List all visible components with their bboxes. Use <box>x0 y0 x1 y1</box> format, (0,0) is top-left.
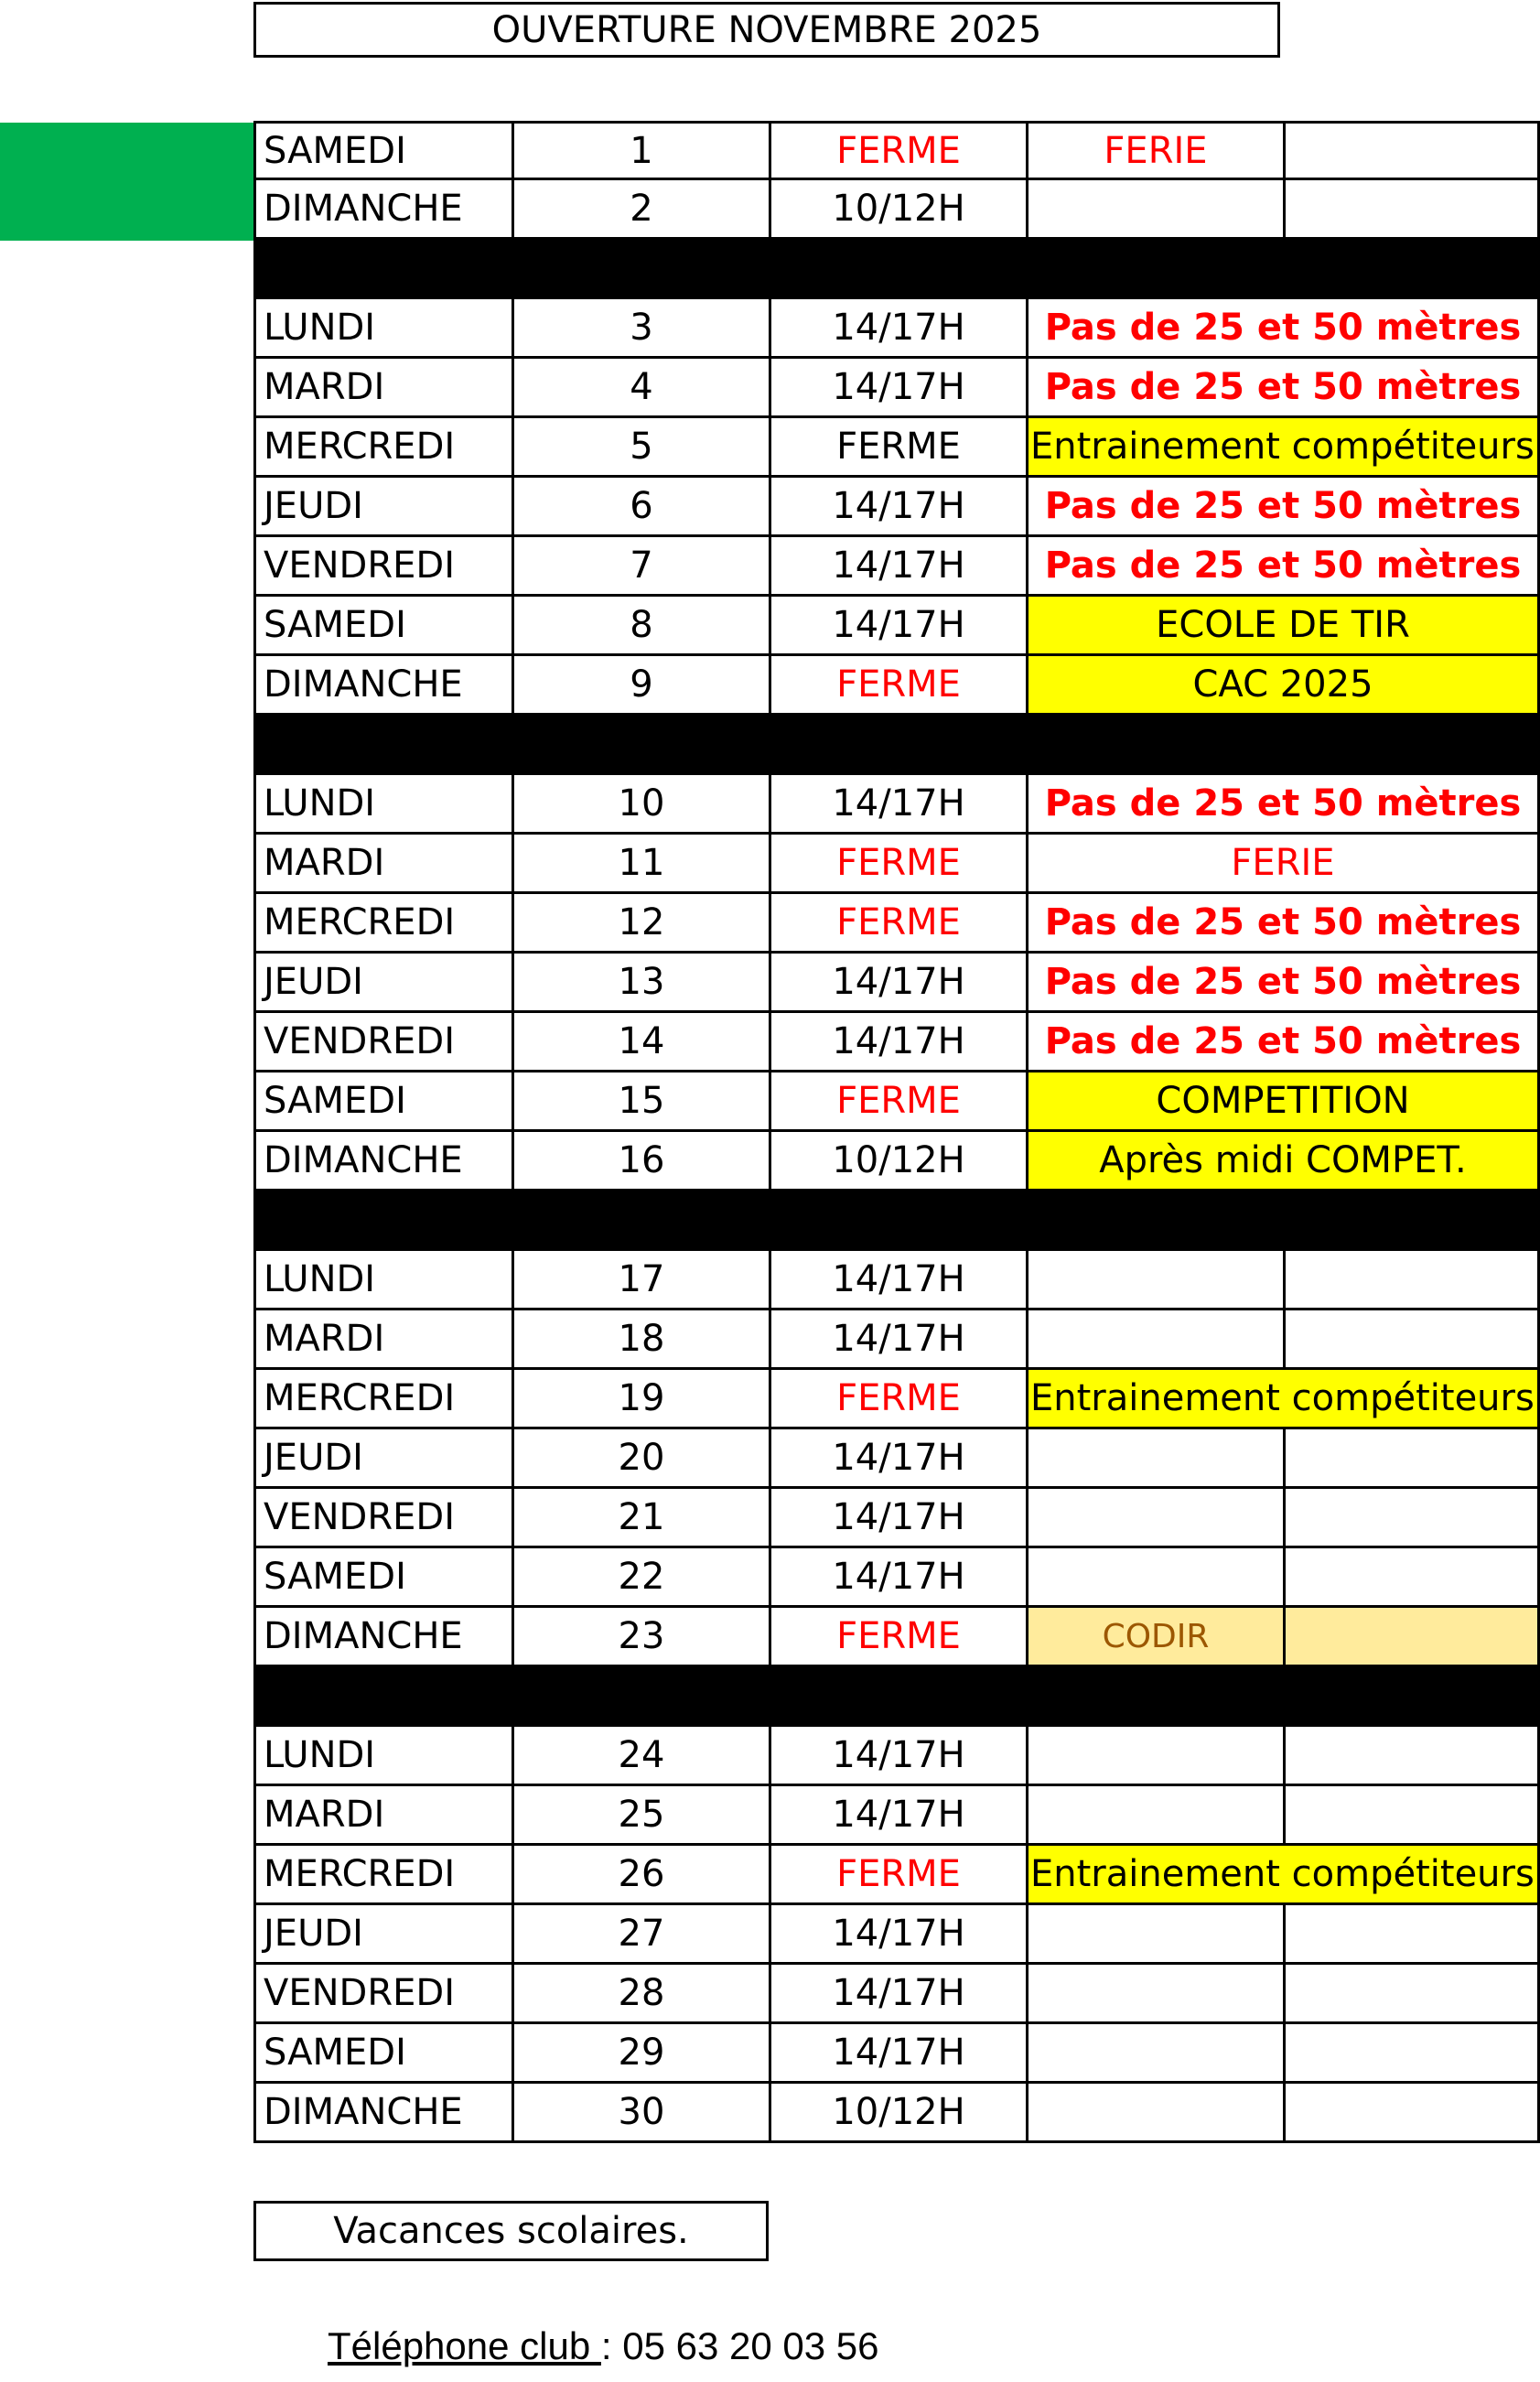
table-row <box>253 2084 1540 2143</box>
date-cell: 12 <box>512 894 769 954</box>
note-cell: FERIE <box>1026 835 1540 894</box>
hours-cell: 14/17H <box>769 359 1026 418</box>
date-cell: 3 <box>512 299 769 359</box>
table-row <box>253 775 1540 835</box>
table-row <box>253 597 1540 656</box>
hours-cell: FERME <box>769 418 1026 478</box>
hours-cell: 10/12H <box>769 180 1026 240</box>
note-cell: Pas de 25 et 50 mètres <box>1026 537 1540 597</box>
date-cell: 6 <box>512 478 769 537</box>
note-cell-extra <box>1283 121 1540 180</box>
day-cell: MARDI <box>253 1310 512 1370</box>
note-cell <box>1026 1727 1283 1786</box>
hours-cell: 14/17H <box>769 1489 1026 1548</box>
day-cell: LUNDI <box>253 775 512 835</box>
table-row <box>253 954 1540 1013</box>
note-cell-extra <box>1283 1608 1540 1667</box>
date-cell: 23 <box>512 1608 769 1667</box>
table-row <box>253 1072 1540 1132</box>
day-cell: DIMANCHE <box>253 2084 512 2143</box>
day-cell: LUNDI <box>253 299 512 359</box>
hours-cell: 14/17H <box>769 1251 1026 1310</box>
phone-line <box>328 2324 879 2368</box>
table-row <box>253 299 1540 359</box>
date-cell: 4 <box>512 359 769 418</box>
phone-label: Téléphone club <box>328 2324 601 2367</box>
table-row <box>253 1370 1540 1429</box>
day-cell: VENDREDI <box>253 1489 512 1548</box>
note-cell: Pas de 25 et 50 mètres <box>1026 1013 1540 1072</box>
day-cell: MARDI <box>253 359 512 418</box>
day-cell: MERCREDI <box>253 418 512 478</box>
day-cell: MERCREDI <box>253 1370 512 1429</box>
note-cell <box>1026 1905 1283 1965</box>
day-cell: SAMEDI <box>253 121 512 180</box>
date-cell: 24 <box>512 1727 769 1786</box>
hours-cell: FERME <box>769 835 1026 894</box>
day-cell: SAMEDI <box>253 1548 512 1608</box>
table-row <box>253 894 1540 954</box>
table-row <box>253 1132 1540 1191</box>
day-cell: SAMEDI <box>253 1072 512 1132</box>
table-row <box>253 478 1540 537</box>
date-cell: 16 <box>512 1132 769 1191</box>
table-row <box>253 418 1540 478</box>
hours-cell: 10/12H <box>769 1132 1026 1191</box>
note-cell: Pas de 25 et 50 mètres <box>1026 299 1540 359</box>
note-cell: Pas de 25 et 50 mètres <box>1026 775 1540 835</box>
date-cell: 29 <box>512 2024 769 2084</box>
note-cell <box>1026 2024 1283 2084</box>
date-cell: 18 <box>512 1310 769 1370</box>
note-cell: ECOLE DE TIR <box>1026 597 1540 656</box>
week-separator <box>253 240 1540 299</box>
hours-cell: FERME <box>769 656 1026 716</box>
note-cell-extra <box>1283 2024 1540 2084</box>
date-cell: 14 <box>512 1013 769 1072</box>
note-cell: Pas de 25 et 50 mètres <box>1026 894 1540 954</box>
table-row <box>253 359 1540 418</box>
note-cell-extra <box>1283 1727 1540 1786</box>
note-cell-extra <box>1283 1310 1540 1370</box>
note-cell: Entrainement compétiteurs <box>1026 1370 1540 1429</box>
table-row <box>253 1489 1540 1548</box>
note-cell-extra <box>1283 1251 1540 1310</box>
table-row <box>253 1548 1540 1608</box>
day-cell: JEUDI <box>253 478 512 537</box>
note-cell: Entrainement compétiteurs <box>1026 418 1540 478</box>
table-row <box>253 835 1540 894</box>
hours-cell: 14/17H <box>769 597 1026 656</box>
hours-cell: 14/17H <box>769 478 1026 537</box>
note-cell-extra <box>1283 1905 1540 1965</box>
note-cell: Pas de 25 et 50 mètres <box>1026 478 1540 537</box>
table-row <box>253 1429 1540 1489</box>
table-row <box>253 121 1540 180</box>
note-cell-extra <box>1283 2084 1540 2143</box>
note-cell: CAC 2025 <box>1026 656 1540 716</box>
day-cell: LUNDI <box>253 1251 512 1310</box>
table-row <box>253 537 1540 597</box>
note-cell-extra <box>1283 180 1540 240</box>
date-cell: 11 <box>512 835 769 894</box>
note-cell <box>1026 1786 1283 1846</box>
hours-cell: 14/17H <box>769 1965 1026 2024</box>
hours-cell: FERME <box>769 121 1026 180</box>
note-cell <box>1026 2084 1283 2143</box>
table-row <box>253 1310 1540 1370</box>
hours-cell: FERME <box>769 1072 1026 1132</box>
day-cell: VENDREDI <box>253 1013 512 1072</box>
note-cell: Pas de 25 et 50 mètres <box>1026 954 1540 1013</box>
hours-cell: FERME <box>769 894 1026 954</box>
day-cell: VENDREDI <box>253 537 512 597</box>
hours-cell: 14/17H <box>769 1429 1026 1489</box>
date-cell: 21 <box>512 1489 769 1548</box>
hours-cell: 14/17H <box>769 1548 1026 1608</box>
table-row <box>253 180 1540 240</box>
hours-cell: 10/12H <box>769 2084 1026 2143</box>
note-cell-extra <box>1283 1489 1540 1548</box>
hours-cell: FERME <box>769 1370 1026 1429</box>
day-cell: DIMANCHE <box>253 1608 512 1667</box>
note-cell <box>1026 1548 1283 1608</box>
note-cell: FERIE <box>1026 121 1283 180</box>
note-cell <box>1026 1489 1283 1548</box>
day-cell: MERCREDI <box>253 894 512 954</box>
hours-cell: 14/17H <box>769 954 1026 1013</box>
table-row <box>253 1251 1540 1310</box>
day-cell: LUNDI <box>253 1727 512 1786</box>
hours-cell: 14/17H <box>769 1013 1026 1072</box>
note-cell-extra <box>1283 1965 1540 2024</box>
day-cell: DIMANCHE <box>253 180 512 240</box>
schedule-table <box>253 121 1540 2143</box>
hours-cell: 14/17H <box>769 1310 1026 1370</box>
date-cell: 25 <box>512 1786 769 1846</box>
table-row <box>253 1786 1540 1846</box>
hours-cell: 14/17H <box>769 775 1026 835</box>
date-cell: 2 <box>512 180 769 240</box>
note-cell <box>1026 1251 1283 1310</box>
day-cell: JEUDI <box>253 1429 512 1489</box>
table-row <box>253 2024 1540 2084</box>
hours-cell: FERME <box>769 1608 1026 1667</box>
date-cell: 9 <box>512 656 769 716</box>
day-cell: MARDI <box>253 835 512 894</box>
day-cell: MERCREDI <box>253 1846 512 1905</box>
hours-cell: 14/17H <box>769 1905 1026 1965</box>
day-cell: VENDREDI <box>253 1965 512 2024</box>
hours-cell: 14/17H <box>769 2024 1026 2084</box>
note-cell-extra <box>1283 1548 1540 1608</box>
note-cell: COMPETITION <box>1026 1072 1540 1132</box>
note-cell: CODIR <box>1026 1608 1283 1667</box>
day-cell: SAMEDI <box>253 597 512 656</box>
note-cell: Entrainement compétiteurs <box>1026 1846 1540 1905</box>
note-cell <box>1026 180 1283 240</box>
date-cell: 22 <box>512 1548 769 1608</box>
table-row <box>253 656 1540 716</box>
day-cell: MARDI <box>253 1786 512 1846</box>
date-cell: 28 <box>512 1965 769 2024</box>
note-cell <box>1026 1965 1283 2024</box>
week-separator <box>253 1667 1540 1727</box>
date-cell: 19 <box>512 1370 769 1429</box>
date-cell: 27 <box>512 1905 769 1965</box>
date-cell: 26 <box>512 1846 769 1905</box>
date-cell: 13 <box>512 954 769 1013</box>
note-cell <box>1026 1429 1283 1489</box>
table-row <box>253 1905 1540 1965</box>
table-row <box>253 1965 1540 2024</box>
table-row <box>253 1013 1540 1072</box>
school-holidays-legend: Vacances scolaires. <box>253 2201 769 2261</box>
date-cell: 15 <box>512 1072 769 1132</box>
phone-number: : 05 63 20 03 56 <box>600 2324 879 2367</box>
day-cell: DIMANCHE <box>253 656 512 716</box>
day-cell: DIMANCHE <box>253 1132 512 1191</box>
hours-cell: 14/17H <box>769 299 1026 359</box>
date-cell: 7 <box>512 537 769 597</box>
date-cell: 10 <box>512 775 769 835</box>
table-row <box>253 1727 1540 1786</box>
week-separator <box>253 1191 1540 1251</box>
hours-cell: FERME <box>769 1846 1026 1905</box>
day-cell: JEUDI <box>253 1905 512 1965</box>
date-cell: 8 <box>512 597 769 656</box>
hours-cell: 14/17H <box>769 1786 1026 1846</box>
date-cell: 5 <box>512 418 769 478</box>
note-cell: Après midi COMPET. <box>1026 1132 1540 1191</box>
date-cell: 17 <box>512 1251 769 1310</box>
table-row <box>253 1608 1540 1667</box>
note-cell: Pas de 25 et 50 mètres <box>1026 359 1540 418</box>
green-legend-marker <box>0 123 255 241</box>
day-cell: JEUDI <box>253 954 512 1013</box>
date-cell: 1 <box>512 121 769 180</box>
date-cell: 20 <box>512 1429 769 1489</box>
date-cell: 30 <box>512 2084 769 2143</box>
hours-cell: 14/17H <box>769 537 1026 597</box>
note-cell-extra <box>1283 1429 1540 1489</box>
schedule-title: OUVERTURE NOVEMBRE 2025 <box>253 2 1280 58</box>
hours-cell: 14/17H <box>769 1727 1026 1786</box>
table-row <box>253 1846 1540 1905</box>
note-cell <box>1026 1310 1283 1370</box>
day-cell: SAMEDI <box>253 2024 512 2084</box>
note-cell-extra <box>1283 1786 1540 1846</box>
week-separator <box>253 716 1540 775</box>
